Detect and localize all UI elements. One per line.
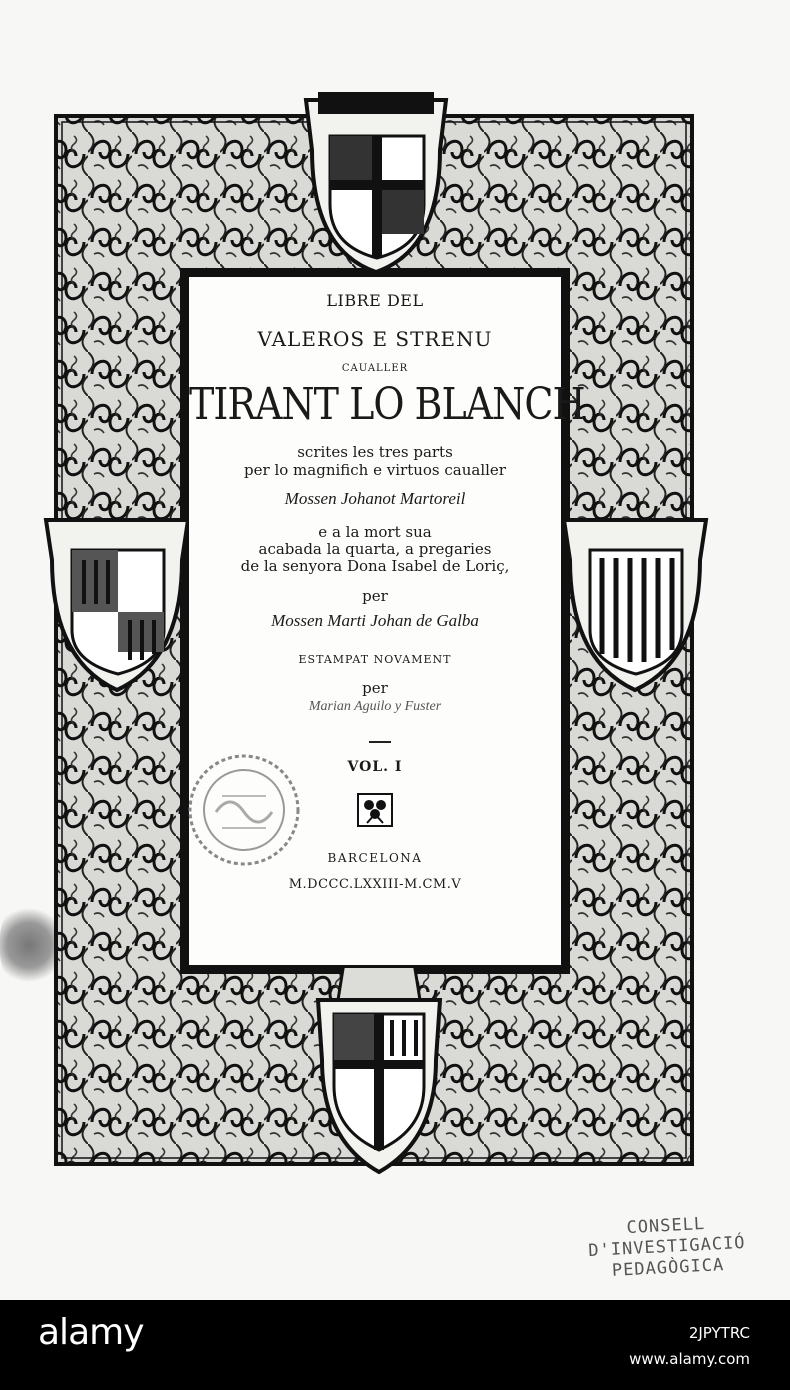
coauthor-name: Mossen Marti Johan de Galba bbox=[271, 611, 479, 630]
image-id: 2JPYTRC bbox=[688, 1324, 750, 1342]
author-name: Mossen Johanot Martoreil bbox=[284, 489, 466, 508]
stamp-line-2: D'INVESTIGACIÓ bbox=[587, 1232, 747, 1262]
subtitle-line-4: acabada la quarta, a pregaries bbox=[258, 540, 492, 558]
printer-mark-icon bbox=[357, 793, 393, 827]
brand-logo: alamy bbox=[38, 1312, 144, 1353]
subtitle-line-1: scrites les tres parts bbox=[297, 443, 453, 461]
title-line-caualler: CAUALLER bbox=[341, 363, 409, 374]
per-line-1: per bbox=[362, 587, 388, 605]
subtitle-line-5: de la senyora Dona Isabel de Loriç, bbox=[240, 557, 510, 575]
editor-name: Marian Aguilo y Fuster bbox=[308, 699, 442, 714]
place-of-publication: BARCELONA bbox=[327, 851, 423, 865]
book-title: TIRANT LO BLANCH bbox=[189, 378, 585, 430]
publication-years: M.DCCC.LXXIII-M.CM.V bbox=[288, 877, 462, 892]
library-seal-icon bbox=[186, 752, 302, 868]
title-line-valeros: VALEROS E STRENU bbox=[257, 327, 493, 351]
subtitle-line-3: e a la mort sua bbox=[318, 523, 432, 541]
footer-info bbox=[629, 1320, 750, 1372]
title-line-libre: LIBRE DEL bbox=[326, 291, 424, 310]
per-line-2: per bbox=[362, 679, 388, 697]
edition-note: ESTAMPAT NOVAMENT bbox=[298, 653, 452, 666]
stamp-line-3: PEDAGÒGICA bbox=[611, 1255, 725, 1281]
archive-stamp bbox=[551, 1210, 784, 1285]
subtitle-line-2: per lo magnifich e virtuos caualler bbox=[244, 461, 506, 479]
stamp-line-1: CONSELL bbox=[626, 1213, 706, 1239]
volume-label: VOL. I bbox=[347, 759, 403, 775]
site-url: www.alamy.com bbox=[629, 1350, 750, 1368]
divider-rule bbox=[369, 741, 391, 743]
